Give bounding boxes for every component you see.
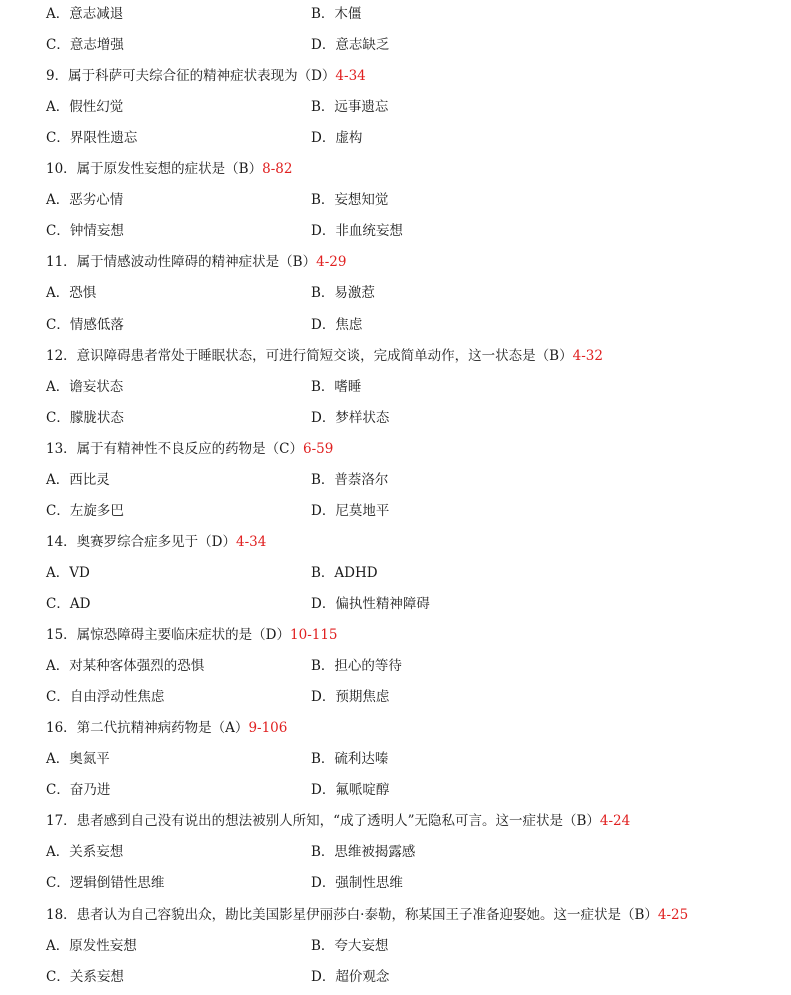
option-right: D．虚构 — [311, 130, 363, 147]
question-text: 13．属于有精神性不良反应的药物是（C） — [46, 440, 304, 457]
option-right: B．远事遗忘 — [311, 99, 389, 116]
option-right: D．预期焦虑 — [311, 689, 390, 706]
option-row — [46, 128, 766, 148]
option-right: D．超价观念 — [311, 968, 390, 985]
question-line — [46, 346, 603, 366]
question-line — [46, 159, 292, 179]
option-right: B．夸大妄想 — [311, 937, 389, 954]
option-right: B．木僵 — [311, 6, 362, 22]
page-reference: 10-115 — [290, 627, 338, 643]
option-left: C．关系妄想 — [46, 968, 124, 985]
option-left: C．朦胧状态 — [46, 409, 124, 426]
question-line — [46, 625, 338, 645]
option-row — [46, 501, 766, 521]
option-left: C．逻辑倒错性思维 — [46, 875, 165, 892]
option-row — [46, 842, 766, 862]
option-left: A．恶劣心情 — [46, 192, 124, 209]
question-text: 17．患者感到自己没有说出的想法被别人所知，“成了透明人”无隐私可言。这一症状是（B） — [46, 813, 600, 830]
question-text: 11．属于情感波动性障碍的精神症状是（B） — [46, 254, 317, 271]
option-row — [46, 780, 766, 800]
option-row — [46, 97, 766, 117]
option-left: A．意志减退 — [46, 6, 124, 22]
option-left: A．假性幻觉 — [46, 99, 124, 116]
option-left: A．西比灵 — [46, 471, 110, 488]
option-left: A．VD — [46, 564, 90, 581]
option-left: C．自由浮动性焦虑 — [46, 689, 165, 706]
option-right: D．偏执性精神障碍 — [311, 596, 430, 612]
option-right: D．梦样状态 — [311, 409, 390, 426]
page-reference: 6-59 — [303, 440, 334, 457]
option-left: C．钟情妄想 — [46, 223, 124, 240]
option-row — [46, 35, 766, 55]
option-right: D．强制性思维 — [311, 875, 403, 892]
option-row — [46, 4, 766, 24]
question-line — [46, 252, 346, 272]
option-right: B．思维被揭露感 — [311, 844, 416, 861]
option-row — [46, 749, 766, 769]
option-left: A．谵妄状态 — [46, 378, 124, 395]
page-reference: 9-106 — [248, 720, 288, 737]
option-right: B．ADHD — [311, 564, 378, 581]
option-left: A．关系妄想 — [46, 844, 124, 861]
question-line — [46, 532, 266, 552]
question-line — [46, 439, 333, 459]
option-row — [46, 936, 766, 956]
question-text: 14．奥赛罗综合症多见于（D） — [46, 533, 237, 550]
option-right: B．普萘洛尔 — [311, 471, 389, 488]
option-right: B．妄想知觉 — [311, 192, 389, 209]
question-line — [46, 811, 630, 831]
option-left: A．奥氮平 — [46, 751, 110, 768]
option-row — [46, 967, 766, 987]
option-row — [46, 283, 766, 303]
question-text: 10．属于原发性妄想的症状是（B） — [46, 161, 263, 178]
page-reference: 4-32 — [572, 347, 603, 364]
option-left: A．对某种客体强烈的恐惧 — [46, 658, 205, 675]
page-reference: 4-29 — [316, 254, 347, 271]
option-right: D．意志缺乏 — [311, 37, 390, 53]
option-left: C．界限性遗忘 — [46, 130, 138, 147]
page-reference: 4-24 — [599, 813, 631, 830]
option-row — [46, 594, 766, 614]
option-right: D．氟哌啶醇 — [311, 782, 390, 799]
question-text: 16．第二代抗精神病药物是（A） — [46, 720, 249, 737]
option-left: C．左旋多巴 — [46, 502, 124, 519]
option-row — [46, 656, 766, 676]
question-line — [46, 718, 287, 738]
question-text: 15．属惊恐障碍主要临床症状的是（D） — [46, 627, 291, 643]
option-right: B．嗜睡 — [311, 378, 362, 395]
option-row — [46, 563, 766, 583]
question-text: 18．患者认为自己容貌出众，勘比美国影星伊丽莎白·泰勒，称某国王子准备迎娶她。这一症状是（B） — [46, 906, 658, 923]
option-row — [46, 221, 766, 241]
option-right: D．焦虑 — [311, 316, 363, 333]
option-row — [46, 470, 766, 490]
option-row — [46, 873, 766, 893]
option-right: B．硫利达嗪 — [311, 751, 389, 768]
option-right: D．非血统妄想 — [311, 223, 403, 240]
option-row — [46, 408, 766, 428]
option-row — [46, 687, 766, 707]
option-row — [46, 190, 766, 210]
option-right: B．担心的等待 — [311, 658, 402, 675]
page-reference: 4-34 — [236, 533, 267, 550]
option-left: A．原发性妄想 — [46, 937, 137, 954]
page-reference: 8-82 — [262, 161, 293, 178]
page-reference: 4-25 — [657, 906, 689, 923]
option-row — [46, 315, 766, 335]
question-text: 9．属于科萨可夫综合征的精神症状表现为（D） — [46, 68, 336, 85]
option-left: C．意志增强 — [46, 37, 124, 53]
page-reference: 4-34 — [335, 68, 366, 85]
option-row — [46, 377, 766, 397]
question-text: 12．意识障碍患者常处于睡眠状态，可进行简短交谈，完成简单动作，这一状态是（B） — [46, 347, 573, 364]
option-left: C．情感低落 — [46, 316, 124, 333]
question-line — [46, 66, 366, 86]
option-right: B．易激惹 — [311, 285, 375, 302]
option-left: C．奋乃进 — [46, 782, 111, 799]
option-right: D．尼莫地平 — [311, 502, 390, 519]
option-left: C．AD — [46, 596, 91, 612]
question-line — [46, 905, 688, 925]
option-left: A．恐惧 — [46, 285, 97, 302]
